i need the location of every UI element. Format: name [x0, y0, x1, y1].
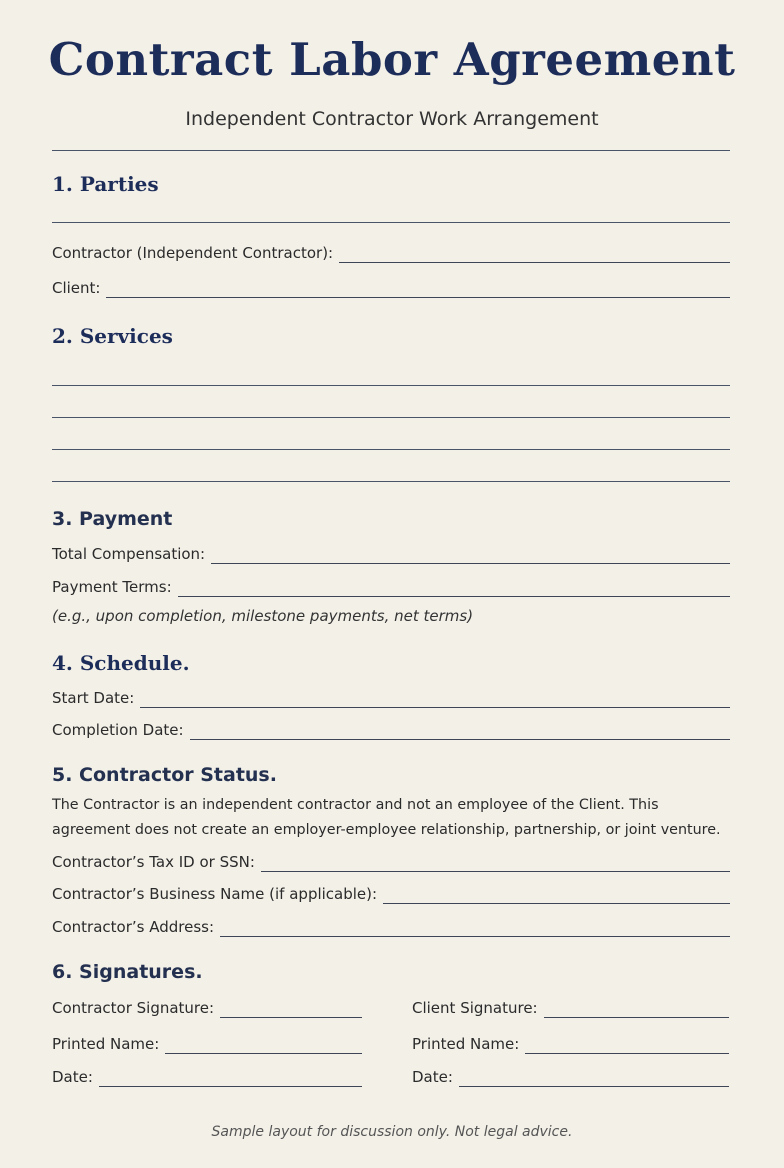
client-printed-name-field: [412, 1034, 729, 1054]
client-date-field: [412, 1067, 729, 1087]
services-line[interactable]: [52, 417, 730, 418]
contractor-date-input-line[interactable]: [99, 1071, 362, 1087]
parties-blank-line[interactable]: [52, 222, 730, 223]
completion-date-label: Completion Date:: [52, 721, 184, 739]
document-subtitle: Independent Contractor Work Arrangement: [185, 108, 599, 130]
contractor-printed-name-input-line[interactable]: [165, 1038, 362, 1054]
tax-id-input-line[interactable]: [261, 856, 730, 872]
contractor-name-label: Contractor (Independent Contractor):: [52, 244, 334, 262]
total-compensation-field: [52, 544, 730, 564]
contractor-printed-name-field: [52, 1034, 362, 1054]
start-date-label: Start Date:: [52, 689, 135, 707]
start-date-field: [52, 688, 730, 708]
services-line[interactable]: [52, 449, 730, 450]
contractor-signature-label: Contractor Signature:: [52, 999, 215, 1017]
section-heading-services: 2. Services: [52, 324, 173, 348]
section-heading-parties: 1. Parties: [52, 172, 159, 196]
client-name-field: [52, 278, 730, 298]
contractor-status-paragraph: The Contractor is an independent contractor and not an employee of the Client. This agreement does not create an employer-employee relationship, partnership, or joint venture.: [52, 797, 721, 838]
client-signature-label: Client Signature:: [412, 999, 538, 1017]
contractor-date-field: [52, 1067, 362, 1087]
contractor-date-label: Date:: [52, 1068, 93, 1086]
contractor-signature-field: [52, 998, 362, 1018]
contractor-address-input-line[interactable]: [220, 921, 730, 937]
payment-terms-input-line[interactable]: [178, 581, 730, 597]
completion-date-input-line[interactable]: [190, 724, 730, 740]
services-line[interactable]: [52, 385, 730, 386]
business-name-field: [52, 884, 730, 904]
section-heading-contractor-status: 5. Contractor Status.: [52, 764, 277, 786]
section-heading-payment: 3. Payment: [52, 508, 173, 530]
section-heading-signatures: 6. Signatures.: [52, 961, 203, 983]
client-signature-field: [412, 998, 729, 1018]
client-printed-name-label: Printed Name:: [412, 1035, 520, 1053]
business-name-label: Contractor’s Business Name (if applicable):: [52, 885, 378, 903]
contractor-name-field: [52, 243, 730, 263]
tax-id-label: Contractor’s Tax ID or SSN:: [52, 853, 255, 871]
payment-terms-note: (e.g., upon completion, milestone payments, net terms): [52, 607, 474, 625]
client-date-input-line[interactable]: [459, 1071, 729, 1087]
header-divider: [52, 150, 730, 151]
client-signature-input-line[interactable]: [544, 1002, 729, 1018]
services-line[interactable]: [52, 481, 730, 482]
section-heading-schedule: 4. Schedule.: [52, 651, 190, 675]
contractor-address-label: Contractor’s Address:: [52, 918, 215, 936]
payment-terms-label: Payment Terms:: [52, 578, 172, 596]
total-compensation-label: Total Compensation:: [52, 545, 206, 563]
client-name-label: Client:: [52, 279, 101, 297]
document-title: Contract Labor Agreement: [48, 33, 736, 86]
contractor-name-input-line[interactable]: [339, 247, 730, 263]
client-date-label: Date:: [412, 1068, 453, 1086]
business-name-input-line[interactable]: [383, 888, 730, 904]
tax-id-field: [52, 852, 730, 872]
contractor-address-field: [52, 917, 730, 937]
footer-disclaimer: Sample layout for discussion only. Not legal advice.: [211, 1124, 573, 1140]
start-date-input-line[interactable]: [140, 692, 730, 708]
contractor-signature-input-line[interactable]: [220, 1002, 362, 1018]
client-printed-name-input-line[interactable]: [525, 1038, 729, 1054]
completion-date-field: [52, 720, 730, 740]
total-compensation-input-line[interactable]: [211, 548, 730, 564]
payment-terms-field: [52, 577, 730, 597]
client-name-input-line[interactable]: [106, 282, 730, 298]
contractor-printed-name-label: Printed Name:: [52, 1035, 160, 1053]
